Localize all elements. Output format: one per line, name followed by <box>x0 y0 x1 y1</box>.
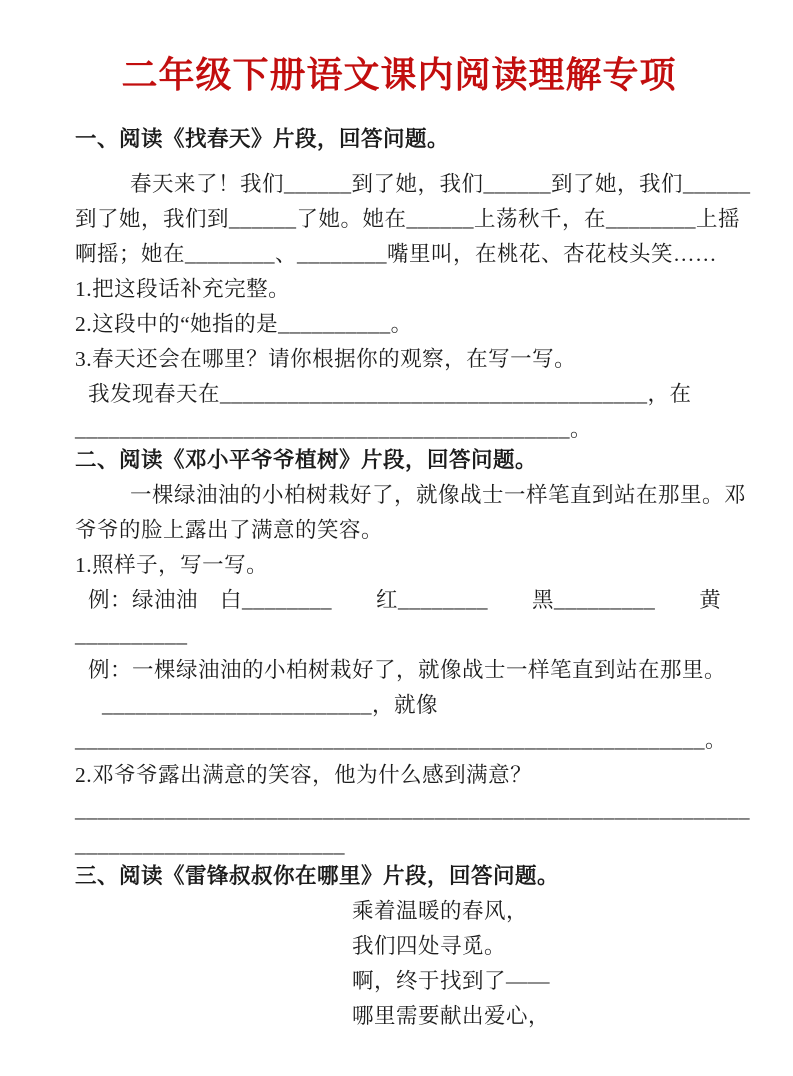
answer-line: 例：一棵绿油油的小柏树栽好了，就像战士一样笔直到站在那里。 <box>88 658 727 682</box>
poem-line: 哪里需要献出爱心， <box>352 1004 551 1028</box>
page-title: 二年级下册语文课内阅读理解专项 <box>121 54 677 95</box>
answer-line: __________ <box>75 623 188 647</box>
answer-line: 我发现春天在______________________________________，在 <box>88 382 692 406</box>
question-line: 3.春天还会在哪里？请你根据你的观察，在写一写。 <box>75 347 577 371</box>
passage-line: 爷爷的脸上露出了满意的笑容。 <box>75 518 384 542</box>
passage-line: 啊摇；她在________、________嘴里叫，在桃花、杏花枝头笑…… <box>75 242 718 266</box>
passage-line: 春天来了！我们______到了她，我们______到了她，我们______ <box>130 172 751 196</box>
question-line: 1.照样子，写一写。 <box>75 553 269 577</box>
section-heading: 二、阅读《邓小平爷爷植树》片段，回答问题。 <box>75 448 538 472</box>
question-line: 2.这段中的“她指的是__________。 <box>75 312 413 336</box>
answer-line: ____________________________________________________________ <box>75 798 750 822</box>
answer-line: ________________________________________________________。 <box>75 728 728 752</box>
question-line: 1.把这段话补充完整。 <box>75 277 291 301</box>
poem-line: 啊，终于找到了—— <box>352 969 551 993</box>
passage-line: 到了她，我们到______了她。她在______上荡秋千，在________上摇 <box>75 207 741 231</box>
question-line: 2.邓爷爷露出满意的笑容，他为什么感到满意？ <box>75 763 533 787</box>
answer-line: 例：绿油油 白________ 红________ 黑_________ 黄 <box>88 588 722 612</box>
answer-line: ____________________________________________。 <box>75 417 593 441</box>
poem-line: 乘着温暖的春风， <box>352 899 529 923</box>
answer-line: ________________________，就像 <box>102 693 439 717</box>
section-heading: 一、阅读《找春天》片段，回答问题。 <box>75 127 450 151</box>
worksheet-body <box>75 122 751 1034</box>
passage-line: 一棵绿油油的小柏树栽好了，就像战士一样笔直到站在那里。邓 <box>130 483 747 507</box>
section-heading: 三、阅读《雷锋叔叔你在哪里》片段，回答问题。 <box>75 864 560 888</box>
answer-line: ________________________ <box>75 833 345 857</box>
poem-line: 我们四处寻觅。 <box>352 934 507 958</box>
